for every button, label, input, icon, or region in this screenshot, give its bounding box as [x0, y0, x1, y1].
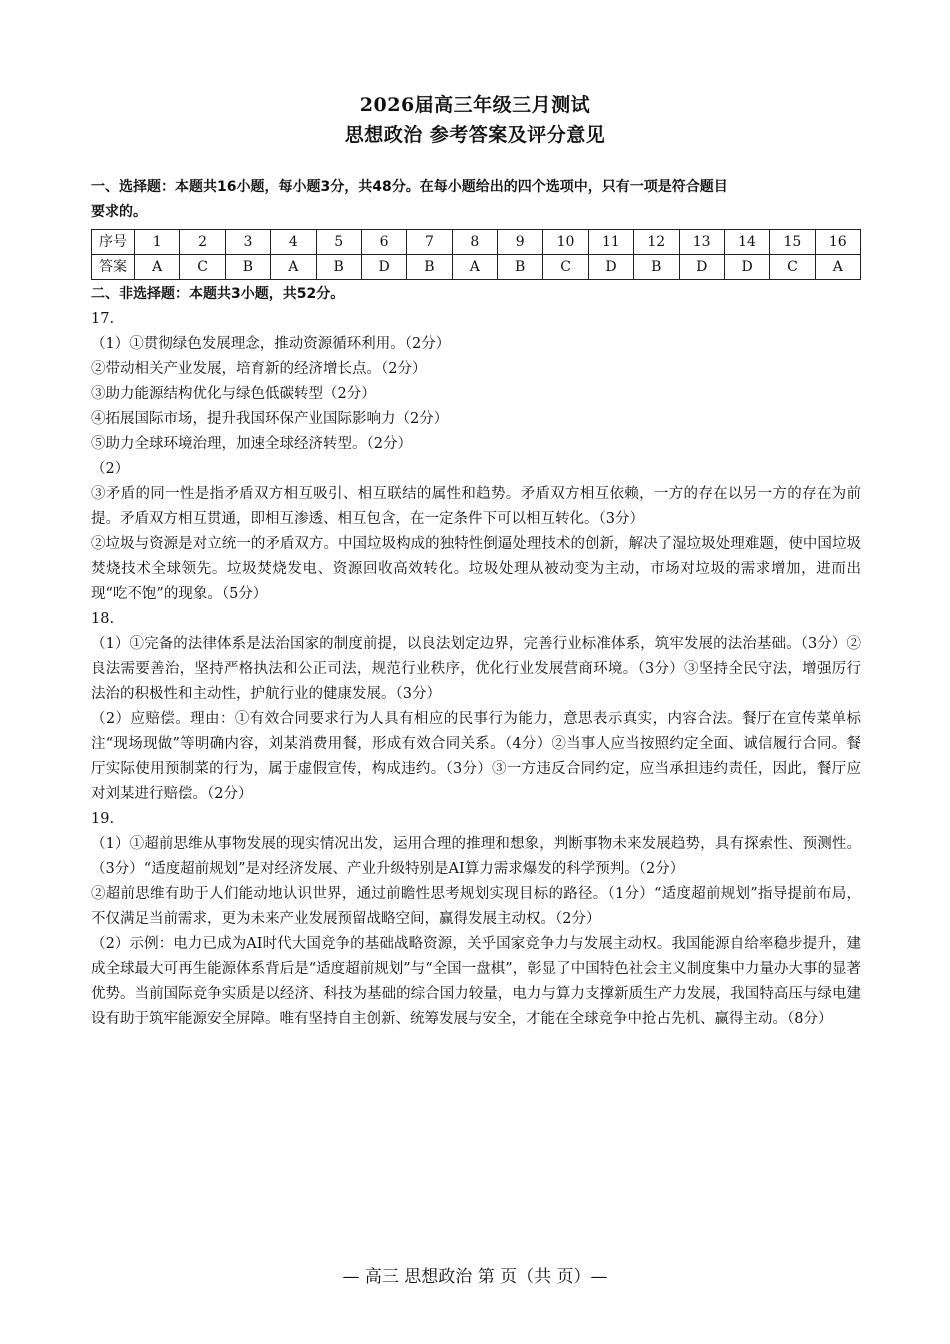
q18-answer-1: （1）①完备的法律体系是法治国家的制度前提，以良法划定边界，完善行业标准体系，筑牢发展的法治基础。（3分）②良法需要善治，坚持严格执法和公正司法，规范行业秩序，优化行业发展营商环境。（3分）③坚持全民守法，增强厉行法治的积极性和主动性，护航行业的健康发展。（3分） — [91, 636, 861, 702]
table-cell-answer: B — [316, 255, 361, 280]
table-cell-answer: C — [770, 255, 815, 280]
table-cell-number: 10 — [543, 230, 588, 255]
table-cell-number: 11 — [588, 230, 633, 255]
section1-heading-line1: 一、选择题：本题共16小题，每小题3分，共48分。在每小题给出的四个选项中，只有一项是符合题目 — [91, 179, 728, 195]
table-cell-answer: D — [588, 255, 633, 280]
q19-answer-1: （1）①超前思维从事物发展的现实情况出发，运用合理的推理和想象，判断事物未来发展趋势，具有探索性、预测性。（3分）“适度超前规划”是对经济发展、产业升级特别是AI算力需求爆发的科学预判。（2分） — [91, 836, 861, 877]
table-cell-answer: D — [724, 255, 769, 280]
question-18-number: 18. — [91, 611, 115, 627]
section1-heading — [91, 175, 861, 225]
table-cell-number: 3 — [225, 230, 270, 255]
q17-answer-6: ③矛盾的同一性是指矛盾双方相互吸引、相互联结的属性和趋势。矛盾双方相互依赖，一方的存在以另一方的存在为前提。矛盾双方相互贯通，即相互渗透、相互包含，在一定条件下可以相互转化。（3分） — [91, 486, 861, 527]
page-footer: — 高三 思想政治 第 页（共 页）— — [342, 1267, 608, 1287]
answer-key-title: 思想政治 参考答案及评分意见 — [344, 124, 606, 146]
q19-answer-3: （2）示例：电力已成为AI时代大国竞争的基础战略资源，关乎国家竞争力与发展主动权。我国能源自给率稳步提升，建成全球最大可再生能源体系背后是“适度超前规划”与“全国一盘棋”，彰显了中国特色社会主义制度集中力量办大事的显著优势。当前国际竞争实质是以经济、科技为基础的综合国力较量，电力与算力支撑新质生产力发展，我国特高压与绿电建设有助于筑牢能源安全屏障。唯有坚持自主创新、统筹发展与安全，才能在全球竞争中抢占先机、赢得主动。（8分） — [91, 936, 861, 1027]
section1-heading-line2: 要求的。 — [91, 204, 147, 220]
table-header-answer: 答案 — [92, 255, 135, 280]
table-cell-number: 16 — [815, 230, 860, 255]
table-header-number: 序号 — [92, 230, 135, 255]
table-cell-number: 7 — [407, 230, 452, 255]
table-cell-number: 2 — [180, 230, 225, 255]
answer-table — [91, 229, 861, 280]
table-cell-number: 8 — [452, 230, 497, 255]
table-cell-answer: D — [361, 255, 406, 280]
table-cell-answer: C — [543, 255, 588, 280]
q17-answer-3: ③助力能源结构优化与绿色低碳转型（2分） — [91, 386, 376, 402]
table-cell-number: 15 — [770, 230, 815, 255]
table-cell-number: 13 — [679, 230, 724, 255]
q17-part2-label: （2） — [91, 461, 130, 477]
table-cell-answer: C — [180, 255, 225, 280]
q17-answer-7: ②垃圾与资源是对立统一的矛盾双方。中国垃圾构成的独特性倒逼处理技术的创新，解决了湿垃圾处理难题，使中国垃圾焚烧技术全球领先。垃圾焚烧发电、资源回收高效转化。垃圾处理从被动变为主动，市场对垃圾的需求增加，进而出现“吃不饱”的现象。（5分） — [91, 536, 861, 602]
table-cell-answer: D — [679, 255, 724, 280]
document-body — [91, 175, 861, 1032]
table-cell-answer: A — [135, 255, 180, 280]
q17-answer-1: （1）①贯彻绿色发展理念，推动资源循环利用。（2分） — [91, 336, 451, 352]
answer-table-answer-row — [92, 255, 861, 280]
q19-answer-2: ②超前思维有助于人们能动地认识世界，通过前瞻性思考规划实现目标的路径。（1分）“适度超前规划”指导提前布局，不仅满足当前需求，更为未来产业发展预留战略空间，赢得发展主动权。（2分） — [91, 886, 861, 927]
table-cell-answer: A — [271, 255, 316, 280]
exam-title: 2026届高三年级三月测试 — [359, 94, 591, 116]
table-cell-number: 12 — [634, 230, 679, 255]
table-cell-number: 1 — [135, 230, 180, 255]
table-cell-answer: A — [452, 255, 497, 280]
q18-answer-2: （2）应赔偿。理由：①有效合同要求行为人具有相应的民事行为能力，意思表示真实，内容合法。餐厅在宣传菜单标注“现场现做”等明确内容，刘某消费用餐，形成有效合同关系。（4分）②当事人应当按照约定全面、诚信履行合同。餐厅实际使用预制菜的行为，属于虚假宣传，构成违约。（3分）③一方违反合同约定，应当承担违约责任，因此，餐厅应对刘某进行赔偿。（2分） — [91, 711, 861, 802]
question-17-number: 17. — [91, 311, 115, 327]
table-cell-number: 9 — [498, 230, 543, 255]
table-cell-answer: A — [815, 255, 860, 280]
table-cell-answer: B — [634, 255, 679, 280]
table-cell-number: 5 — [316, 230, 361, 255]
table-cell-number: 6 — [361, 230, 406, 255]
table-cell-answer: B — [407, 255, 452, 280]
table-cell-number: 4 — [271, 230, 316, 255]
q17-answer-5: ⑤助力全球环境治理，加速全球经济转型。（2分） — [91, 436, 412, 452]
table-cell-number: 14 — [724, 230, 769, 255]
q17-answer-2: ②带动相关产业发展，培育新的经济增长点。（2分） — [91, 361, 427, 377]
q17-answer-4: ④拓展国际市场，提升我国环保产业国际影响力（2分） — [91, 411, 449, 427]
table-cell-answer: B — [225, 255, 270, 280]
section2-heading: 二、非选择题：本题共3小题，共52分。 — [91, 286, 345, 302]
answer-table-number-row — [92, 230, 861, 255]
table-cell-answer: B — [498, 255, 543, 280]
question-19-number: 19. — [91, 811, 115, 827]
